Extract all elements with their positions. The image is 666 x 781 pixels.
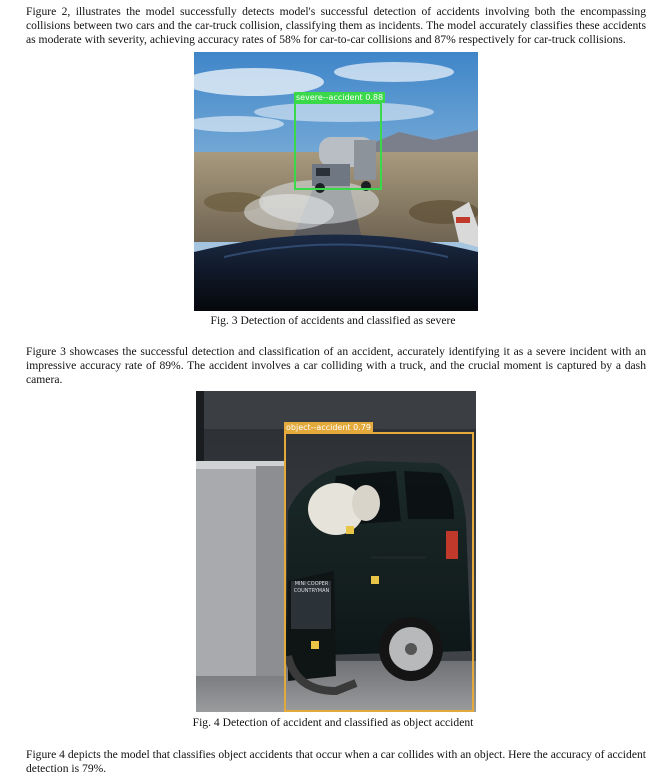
paragraph-figure-2-description: Figure 2, illustrates the model successfully detects model's successful detection of accidents involving both the encompassing collisions between two cars and the car-truck collision, classifying them as incidents. The model accurately classifies these accidents as moderate with severity, achieving accuracy rates of 58% for car-to-car collisions and 87% respectively for car-truck collisions. xyxy=(26,5,646,46)
detection-label-object: object--accident 0.79 xyxy=(286,423,371,432)
car-door-text: MINI COOPER COUNTRYMAN xyxy=(293,581,330,594)
paragraph-figure-3-description: Figure 3 showcases the successful detection and classification of an accident, accurately identifying it as a severe incident with an impressive accuracy rate of 89%. The accident involves a car colliding with a truck, and the crucial moment is captured by a dash camera. xyxy=(26,345,646,386)
figure-3-caption: Fig. 3 Detection of accidents and classified as severe xyxy=(210,314,456,327)
detection-box-object xyxy=(284,423,474,712)
figure-4-caption: Fig. 4 Detection of accident and classified as object accident xyxy=(192,716,474,729)
figure-4-image xyxy=(196,391,476,712)
detection-label-severe: severe--accident 0.88 xyxy=(296,93,384,102)
figure-3-image xyxy=(194,52,478,311)
paragraph-figure-4-description: Figure 4 depicts the model that classifies object accidents that occur when a car collides with an object. Here the accuracy of accident detection is 79%. xyxy=(26,748,646,775)
detection-box-severe xyxy=(294,93,384,190)
